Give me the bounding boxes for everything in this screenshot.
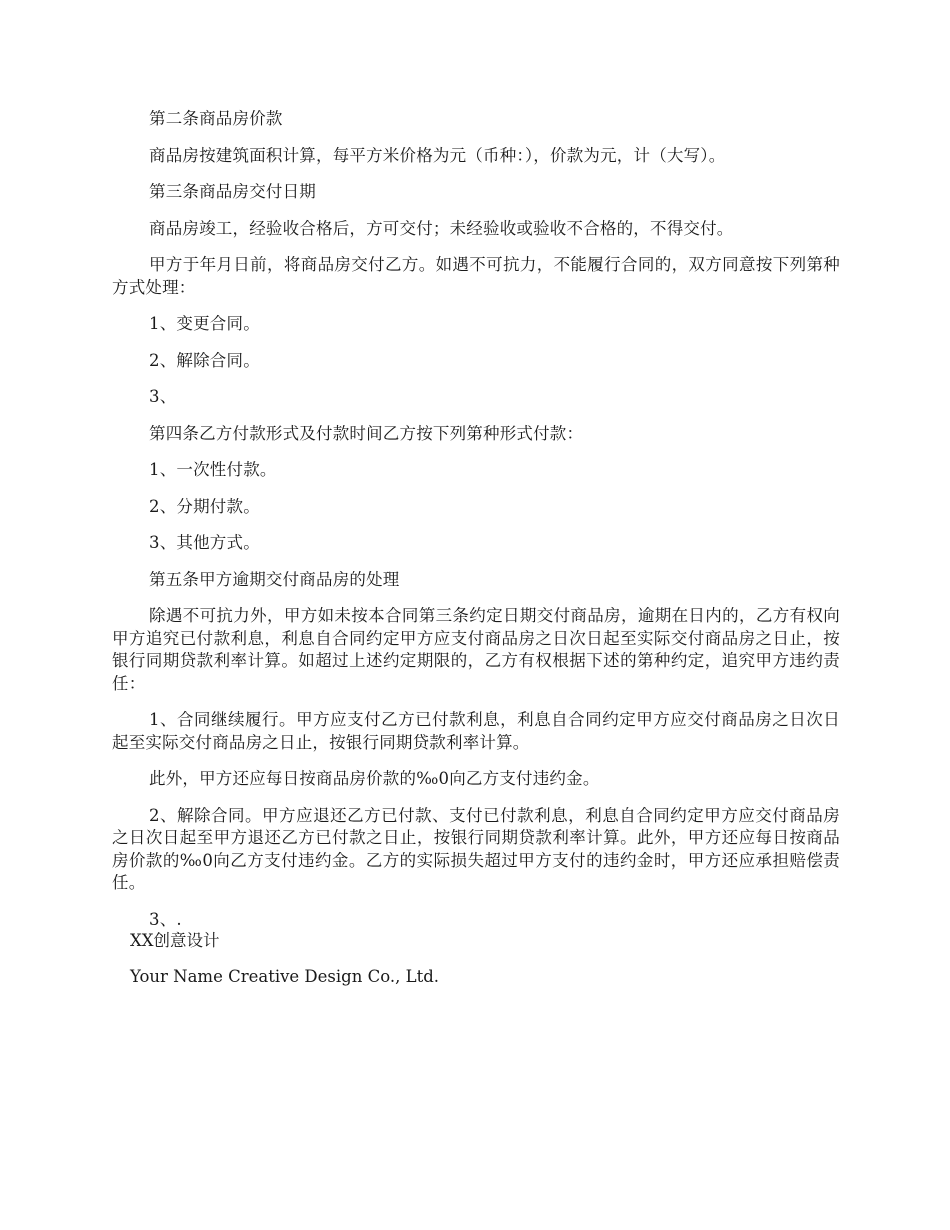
document-body — [112, 108, 840, 945]
article-5-option-3: 3、. — [149, 909, 182, 929]
article-4-option-3: 3、其他方式。 — [149, 533, 260, 552]
article-5-heading: 第五条甲方逾期交付商品房的处理 — [149, 569, 400, 589]
article-4-option-1: 1、一次性付款。 — [149, 460, 277, 479]
article-5-option-1: 1、合同继续履行。甲方应支付乙方已付款利息，利息自合同约定甲方应交付商品房之日次日起至实际交付商品房之日止，按银行同期贷款利率计算。 — [112, 710, 840, 752]
article-4-heading: 第四条乙方付款形式及付款时间乙方按下列第种形式付款： — [149, 423, 584, 443]
article-3-option-2: 2、解除合同。 — [149, 350, 260, 370]
article-5-text: 除遇不可抗力外，甲方如未按本合同第三条约定日期交付商品房，逾期在日内的，乙方有权向甲方追究已付款利息，利息自合同约定甲方应支付商品房之日次日起至实际交付商品房之日止，按银行同期贷款利率计算。如超过上述约定期限的，乙方有权根据下述的第种约定，追究甲方违约责任： — [112, 606, 840, 693]
article-3-option-1: 1、变更合同。 — [149, 314, 260, 333]
article-5-option-1-penalty: 此外，甲方还应每日按商品房价款的‰0向乙方支付违约金。 — [149, 769, 600, 788]
article-3-option-3: 3、 — [149, 387, 177, 406]
article-3-text: 商品房竣工，经验收合格后，方可交付；未经验收或验收不合格的，不得交付。 — [149, 218, 734, 238]
article-5-option-2: 2、解除合同。甲方应退还乙方已付款、支付已付款利息，利息自合同约定甲方应交付商品房之日次日起至甲方退还乙方已付款之日止，按银行同期贷款利率计算。此外，甲方还应每日按商品房价款的‰0向乙方支付违约金。乙方的实际损失超过甲方支付的违约金时，甲方还应承担赔偿责任。 — [112, 805, 840, 892]
footer-company-cn: XX创意设计 — [130, 931, 220, 950]
article-3-delivery-text: 甲方于年月日前，将商品房交付乙方。如遇不可抗力，不能履行合同的，双方同意按下列第种方式处理： — [112, 255, 840, 297]
article-2-text: 商品房按建筑面积计算，每平方米价格为元（币种：），价款为元，计（大写）。 — [149, 145, 726, 165]
footer-company-en: Your Name Creative Design Co., Ltd. — [130, 967, 440, 986]
article-2-heading: 第二条商品房价款 — [149, 109, 283, 128]
article-4-option-2: 2、分期付款。 — [149, 496, 260, 516]
article-3-heading: 第三条商品房交付日期 — [149, 182, 316, 201]
